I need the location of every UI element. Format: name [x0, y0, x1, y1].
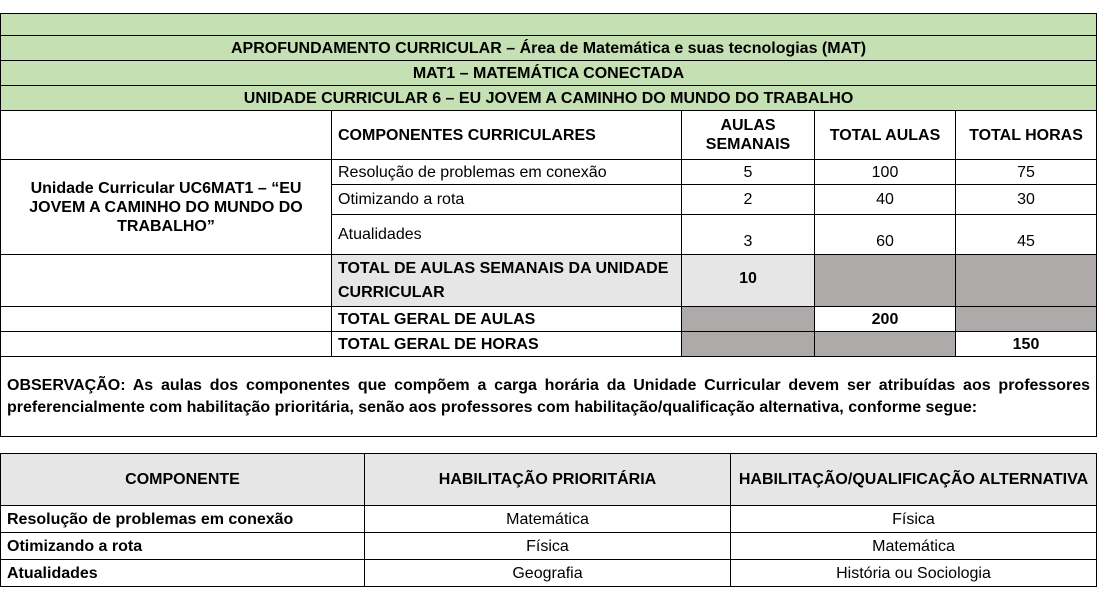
shaded-cell	[956, 307, 1097, 332]
total-hours-label: TOTAL GERAL DE HORAS	[332, 332, 682, 357]
curriculum-table	[0, 13, 1097, 437]
qual-row-alternative: Física	[731, 506, 1097, 533]
col-header-weekly: AULAS SEMANAIS	[682, 111, 815, 160]
row-component: Resolução de problemas em conexão	[332, 160, 682, 185]
observation-text: OBSERVAÇÃO: As aulas dos componentes que compõem a carga horária da Unidade Curricular devem ser atribuídas aos professores preferencialmente com habilitação prioritária, senão aos professores com habilitação/qualificação alternativa, conforme segue:	[1, 357, 1097, 437]
shaded-cell	[815, 332, 956, 357]
qual-row-alternative: Matemática	[731, 533, 1097, 560]
row-weekly: 5	[682, 160, 815, 185]
shaded-cell	[682, 332, 815, 357]
total-weekly-label: TOTAL DE AULAS SEMANAIS DA UNIDADE CURRICULAR	[332, 255, 682, 307]
col-header-total-classes: TOTAL AULAS	[815, 111, 956, 160]
qual-row-priority: Física	[365, 533, 731, 560]
qual-header-priority: HABILITAÇÃO PRIORITÁRIA	[365, 454, 731, 506]
unit-label: Unidade Curricular UC6MAT1 – “EU JOVEM A CAMINHO DO MUNDO DO TRABALHO”	[1, 160, 332, 255]
col-header-components: COMPONENTES CURRICULARES	[332, 111, 682, 160]
subject-title: MAT1 – MATEMÁTICA CONECTADA	[1, 61, 1097, 86]
qual-row-component: Resolução de problemas em conexão	[1, 506, 365, 533]
header-blank-row	[1, 14, 1097, 36]
area-title: APROFUNDAMENTO CURRICULAR – Área de Matemática e suas tecnologias (MAT)	[1, 36, 1097, 61]
blank-corner-cell	[1, 111, 332, 160]
row-component: Atualidades	[332, 215, 682, 255]
total-hours-value: 150	[956, 332, 1097, 357]
row-component: Otimizando a rota	[332, 185, 682, 215]
row-hours: 45	[956, 215, 1097, 255]
qual-row-component: Otimizando a rota	[1, 533, 365, 560]
col-header-total-hours: TOTAL HORAS	[956, 111, 1097, 160]
row-classes: 100	[815, 160, 956, 185]
row-classes: 60	[815, 215, 956, 255]
row-classes: 40	[815, 185, 956, 215]
blank-cell	[1, 307, 332, 332]
shaded-cell	[815, 255, 956, 307]
total-classes-label: TOTAL GERAL DE AULAS	[332, 307, 682, 332]
qualification-table	[0, 453, 1097, 587]
qual-row-alternative: História ou Sociologia	[731, 560, 1097, 587]
qual-row-priority: Matemática	[365, 506, 731, 533]
row-weekly: 2	[682, 185, 815, 215]
total-classes-value: 200	[815, 307, 956, 332]
blank-cell	[1, 332, 332, 357]
qual-header-alternative: HABILITAÇÃO/QUALIFICAÇÃO ALTERNATIVA	[731, 454, 1097, 506]
row-weekly: 3	[682, 215, 815, 255]
unit-title: UNIDADE CURRICULAR 6 – EU JOVEM A CAMINHO DO MUNDO DO TRABALHO	[1, 86, 1097, 111]
qual-row-priority: Geografia	[365, 560, 731, 587]
row-hours: 30	[956, 185, 1097, 215]
total-weekly-value: 10	[682, 255, 815, 307]
shaded-cell	[682, 307, 815, 332]
qual-row-component: Atualidades	[1, 560, 365, 587]
qual-header-component: COMPONENTE	[1, 454, 365, 506]
row-hours: 75	[956, 160, 1097, 185]
blank-cell	[1, 255, 332, 307]
shaded-cell	[956, 255, 1097, 307]
